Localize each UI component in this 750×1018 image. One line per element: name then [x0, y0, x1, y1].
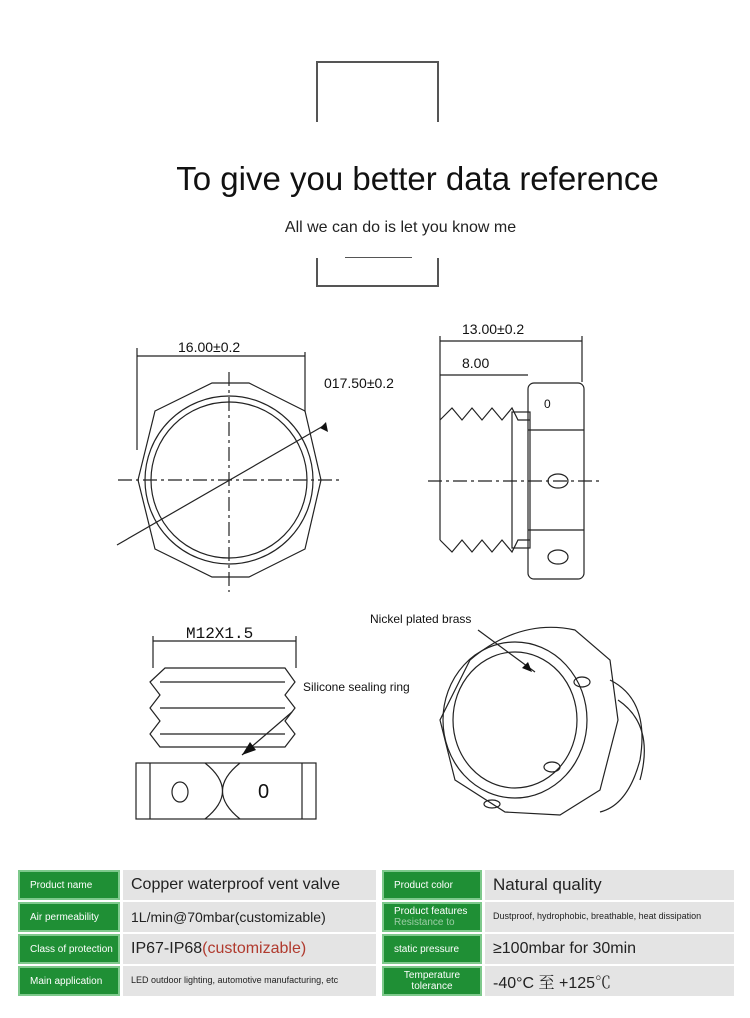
- spec-key-protection: Class of protection: [18, 934, 120, 964]
- dim-thread-length-label: 8.00: [462, 355, 490, 371]
- spec-val-static-pressure: ≥100mbar for 30min: [485, 934, 734, 964]
- spec-key-air-permeability: Air permeability: [18, 902, 120, 932]
- spec-key-product-features: [382, 902, 482, 932]
- spec-val-protection-accent: (customizable): [202, 940, 307, 957]
- dim-diameter-label: 017.50±0.2: [324, 375, 394, 391]
- spec-val-air-permeability: 1L/min@70mbar(customizable): [123, 902, 376, 932]
- spec-val-protection: [123, 934, 376, 964]
- page-title: To give you better data reference: [176, 160, 659, 197]
- dim-total-length-label: 13.00±0.2: [462, 321, 525, 337]
- label-nickel: Nickel plated brass: [370, 612, 472, 626]
- spec-val-temperature: -40°C 至 +125℃: [485, 966, 734, 996]
- side-mark: 0: [544, 397, 551, 411]
- page-subtitle: All we can do is let you know me: [284, 219, 517, 236]
- spec-key-product-name: Product name: [18, 870, 120, 900]
- label-silicone: Silicone sealing ring: [303, 680, 410, 694]
- spec-key-main-application: Main application: [18, 966, 120, 996]
- spec-key-temperature: Temperature tolerance: [382, 966, 482, 996]
- side-view: [428, 336, 600, 579]
- spec-key-static-pressure: static pressure: [382, 934, 482, 964]
- spec-val-product-color: Natural quality: [485, 870, 734, 900]
- spec-val-product-name: Copper waterproof vent valve: [123, 870, 376, 900]
- hex-top-view: [117, 348, 340, 592]
- spec-key-product-color: Product color: [382, 870, 482, 900]
- spec-val-main-application: LED outdoor lighting, automotive manufacturing, etc: [123, 966, 376, 996]
- spec-key-resistance-text: Resistance to: [394, 917, 455, 928]
- spec-key-product-features-text: Product features: [394, 906, 468, 917]
- perspective-view: [440, 627, 644, 815]
- front-mark: 0: [258, 781, 270, 803]
- front-view: [136, 636, 316, 819]
- dim-width-label: 16.00±0.2: [178, 339, 241, 355]
- thread-spec-label: M12X1.5: [186, 625, 254, 643]
- spec-val-protection-main: IP67-IP68: [131, 940, 203, 957]
- spec-val-product-features: Dustproof, hydrophobic, breathable, heat dissipation: [485, 902, 734, 932]
